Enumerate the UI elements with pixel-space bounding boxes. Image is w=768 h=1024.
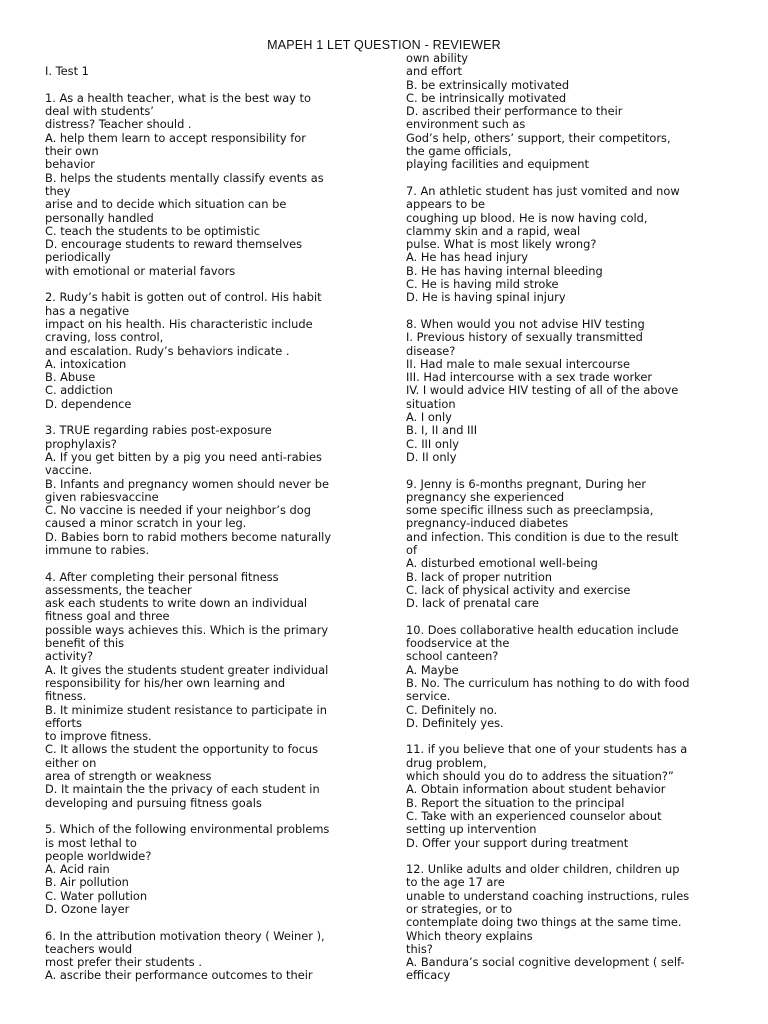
text-line: area of strength or weakness	[45, 769, 212, 784]
text-line: C. No vaccine is needed if your neighbor’s dog	[45, 503, 311, 518]
blank-line	[406, 464, 736, 477]
text-line: drug problem,	[406, 755, 487, 770]
text-line: craving, loss control,	[45, 330, 164, 345]
text-line: efforts	[45, 715, 82, 730]
text-line: C. Water pollution	[45, 888, 148, 903]
text-line: to improve fitness.	[45, 729, 152, 744]
text-line: has a negative	[45, 303, 130, 318]
text-line: disease?	[406, 343, 456, 358]
text-line: III. Had intercourse with a sex trade worker	[406, 370, 653, 385]
text-line: arise and to decide which situation can be	[45, 197, 287, 212]
text-line: activity?	[45, 649, 94, 664]
text-line: teachers would	[45, 941, 133, 956]
text-line: B. Report the situation to the principal	[406, 795, 625, 810]
text-line: either on	[45, 755, 97, 770]
text-line: possible ways achieves this. Which is the primary	[45, 622, 329, 637]
text-line: coughing up blood. He is now having cold,	[406, 210, 648, 225]
text-line: impact on his health. His characteristic include	[45, 316, 313, 331]
text-line: D. encourage students to reward themselves	[45, 237, 303, 252]
text-line: pulse. What is most likely wrong?	[406, 237, 597, 252]
text-line: foodservice at the	[406, 636, 510, 651]
text-line: D. Babies born to rabid mothers become naturally	[45, 529, 332, 544]
text-line: distress? Teacher should .	[45, 117, 192, 132]
text-line: A. Maybe	[406, 662, 459, 677]
text-line: B. He has having internal bleeding	[406, 263, 603, 278]
text-line: A. disturbed emotional well-being	[406, 556, 598, 571]
text-line: behavior	[45, 157, 95, 172]
text-line: this?	[406, 941, 433, 956]
text-line: contemplate doing two things at the same time.	[406, 915, 682, 930]
blank-line	[406, 730, 736, 743]
text-line: assessments, the teacher	[45, 582, 192, 597]
text-line: I. Test 1	[45, 64, 89, 79]
text-line: C. be intrinsically motivated	[406, 90, 567, 105]
blank-line	[45, 79, 365, 92]
text-line: prophylaxis?	[45, 436, 117, 451]
text-line: 12. Unlike adults and older children, children up	[406, 862, 680, 877]
text-line: pregnancy she experienced	[406, 489, 565, 504]
blank-line	[45, 52, 365, 65]
blank-line	[45, 411, 365, 424]
text-line: A. Obtain information about student behavior	[406, 782, 666, 797]
text-line: C. addiction	[45, 383, 113, 398]
text-line: is most lethal to	[45, 835, 137, 850]
text-line: and escalation. Rudy’s behaviors indicate .	[45, 343, 290, 358]
text-line: caused a minor scratch in your leg.	[45, 516, 247, 531]
text-line: their own	[45, 144, 99, 159]
text-line: 11. if you believe that one of your students has a	[406, 742, 688, 757]
text-line: service.	[406, 689, 451, 704]
text-line: which should you do to address the situation?”	[406, 769, 674, 784]
text-line: responsibility for his/her own learning and	[45, 675, 286, 690]
text-line: C. It allows the student the opportunity to focus	[45, 742, 319, 757]
text-line: most prefer their students .	[45, 955, 202, 970]
text-line: developing and pursuing fitness goals	[45, 795, 262, 810]
text-line: A. It gives the students student greater individual	[45, 662, 329, 677]
blank-line	[406, 610, 736, 623]
page-title: MAPEH 1 LET QUESTION - REVIEWER	[267, 38, 501, 52]
text-line: C. teach the students to be optimistic	[45, 223, 260, 238]
text-line: clammy skin and a rapid, weal	[406, 223, 581, 238]
text-line: they	[45, 183, 71, 198]
text-line: situation	[406, 396, 456, 411]
text-line: pregnancy-induced diabetes	[406, 516, 569, 531]
text-line: ask each students to write down an individual	[45, 596, 308, 611]
text-line: to the age 17 are	[406, 875, 505, 890]
right-column	[406, 52, 736, 983]
text-line: II. Had male to male sexual intercourse	[406, 356, 630, 371]
text-line: appears to be	[406, 197, 485, 212]
text-line: D. ascribed their performance to their	[406, 104, 623, 119]
text-line: D. dependence	[45, 396, 132, 411]
text-line: I. Previous history of sexually transmitted	[406, 330, 643, 345]
text-line: playing facilities and equipment	[406, 157, 589, 172]
text-line: unable to understand coaching instructions, rules	[406, 888, 690, 903]
text-line: B. Abuse	[45, 370, 96, 385]
text-line: D. He is having spinal injury	[406, 290, 566, 305]
text-line: 4. After completing their personal fitness	[45, 569, 279, 584]
text-line: Which theory explains	[406, 928, 533, 943]
text-line: of	[406, 542, 417, 557]
text-line: C. Definitely no.	[406, 702, 498, 717]
text-line: 8. When would you not advise HIV testing	[406, 316, 645, 331]
text-line: or strategies, or to	[406, 902, 513, 916]
text-line: God’s help, others’ support, their competitors,	[406, 130, 671, 145]
text-line: C. Take with an experienced counselor about	[406, 808, 662, 823]
text-line: fitness.	[45, 689, 87, 704]
text-line: with emotional or material favors	[45, 263, 236, 278]
text-line: 6. In the attribution motivation theory ( Weiner ),	[45, 928, 325, 943]
text-line: 1. As a health teacher, what is the best way to	[45, 90, 311, 105]
text-line: C. He is having mild stroke	[406, 277, 559, 292]
text-line: D. lack of prenatal care	[406, 596, 540, 611]
text-line: D. Ozone layer	[45, 902, 130, 916]
text-line: immune to rabies.	[45, 542, 150, 557]
text-line: efficacy	[406, 968, 451, 983]
blank-line	[45, 278, 365, 291]
text-line: 2. Rudy’s habit is gotten out of control. His habit	[45, 290, 322, 305]
text-line: 3. TRUE regarding rabies post-exposure	[45, 423, 272, 438]
left-column	[45, 52, 365, 983]
text-line: 5. Which of the following environmental problems	[45, 822, 330, 837]
text-line: B. It minimize student resistance to participate in	[45, 702, 327, 717]
text-line: and infection. This condition is due to the result	[406, 529, 679, 544]
text-line: own ability	[406, 51, 469, 65]
text-line: D. Offer your support during treatment	[406, 835, 629, 850]
text-line: B. be extrinsically motivated	[406, 77, 570, 92]
text-line: B. lack of proper nutrition	[406, 569, 553, 584]
text-line: B. I, II and III	[406, 423, 478, 438]
text-line: setting up intervention	[406, 822, 537, 837]
blank-line	[45, 916, 365, 929]
text-line: deal with students’	[45, 104, 154, 119]
text-line: people worldwide?	[45, 848, 152, 863]
text-line: D. II only	[406, 449, 457, 464]
blank-line	[45, 810, 365, 823]
text-line: C. III only	[406, 436, 459, 451]
text-line: B. No. The curriculum has nothing to do with food	[406, 675, 690, 690]
blank-line	[45, 557, 365, 570]
text-line: vaccine.	[45, 463, 93, 478]
text-line: B. Infants and pregnancy women should never be	[45, 476, 329, 491]
blank-line	[406, 850, 736, 863]
text-line: given rabiesvaccine	[45, 489, 159, 504]
blank-line	[406, 305, 736, 318]
text-line: A. intoxication	[45, 356, 127, 371]
text-line: some specific illness such as preeclampsia,	[406, 503, 654, 518]
text-line: A. He has head injury	[406, 250, 529, 265]
text-line: and effort	[406, 64, 463, 79]
text-line: 10. Does collaborative health education include	[406, 622, 679, 637]
text-line: periodically	[45, 250, 111, 265]
text-line: 9. Jenny is 6-months pregnant, During her	[406, 476, 647, 491]
text-line: environment such as	[406, 117, 526, 132]
text-line: the game officials,	[406, 144, 512, 159]
text-line: A. Bandura’s social cognitive development ( self-	[406, 955, 685, 970]
blank-line	[406, 172, 736, 185]
text-line: A. If you get bitten by a pig you need anti-rabies	[45, 449, 322, 464]
text-line: school canteen?	[406, 649, 499, 664]
text-line: D. Definitely yes.	[406, 715, 504, 730]
text-line: B. Air pollution	[45, 875, 129, 890]
text-line: IV. I would advice HIV testing of all of the above	[406, 383, 679, 398]
text-line: fitness goal and three	[45, 609, 170, 624]
text-line: personally handled	[45, 210, 154, 225]
text-line: A. Acid rain	[45, 862, 110, 877]
text-line: benefit of this	[45, 636, 125, 651]
text-line: 7. An athletic student has just vomited and now	[406, 183, 680, 198]
text-line: B. helps the students mentally classify events as	[45, 170, 324, 185]
text-line: C. lack of physical activity and exercise	[406, 582, 631, 597]
text-line: A. help them learn to accept responsibility for	[45, 130, 306, 145]
text-line: A. I only	[406, 410, 452, 425]
text-line: A. ascribe their performance outcomes to their	[45, 968, 313, 983]
text-line: D. It maintain the the privacy of each student in	[45, 782, 320, 797]
